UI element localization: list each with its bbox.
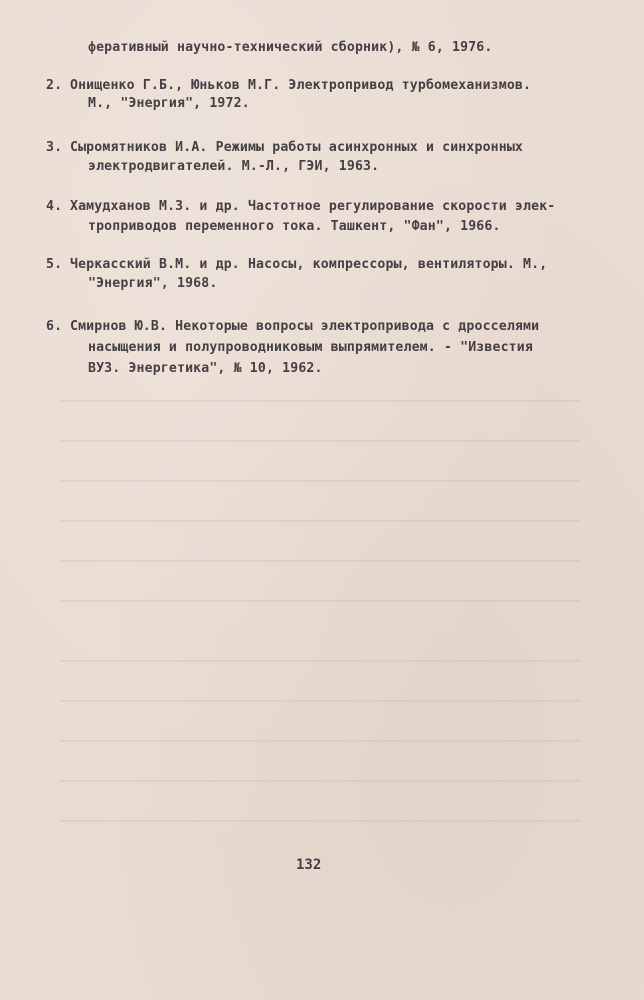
reference-4-line-1: Хамудханов М.З. и др. Частотное регулирование скорости элек-	[70, 199, 556, 214]
reference-continuation: феративный научно-технический сборник), № 6, 1976.	[88, 40, 493, 55]
reference-5-number: 5.	[46, 257, 63, 272]
reference-4-number: 4.	[46, 199, 63, 214]
reference-2-line-2: М., "Энергия", 1972.	[88, 96, 250, 111]
reference-6-line-2: насыщения и полупроводниковым выпрямителем. - "Известия	[88, 340, 533, 355]
reference-6-line-1: Смирнов Ю.В. Некоторые вопросы электропривода с дросселями	[70, 319, 540, 334]
show-through-line	[60, 520, 580, 522]
show-through-line	[60, 780, 580, 782]
reference-3-number: 3.	[46, 140, 63, 155]
show-through-line	[60, 820, 580, 822]
reference-4-line-2: троприводов переменного тока. Ташкент, "Фан", 1966.	[88, 219, 501, 234]
reference-5-line-2: "Энергия", 1968.	[88, 276, 218, 291]
show-through-line	[60, 600, 580, 602]
show-through-line	[60, 480, 580, 482]
show-through-line	[60, 440, 580, 442]
reference-3-line-2: электродвигателей. М.-Л., ГЭИ, 1963.	[88, 159, 380, 174]
reference-2-line-1: Онищенко Г.Б., Юньков М.Г. Электропривод турбомеханизмов.	[70, 78, 532, 93]
show-through-line	[60, 660, 580, 662]
show-through-line	[60, 740, 580, 742]
reference-5-line-1: Черкасский В.М. и др. Насосы, компрессоры, вентиляторы. М.,	[70, 257, 548, 272]
show-through-line	[60, 700, 580, 702]
show-through-line	[60, 560, 580, 562]
show-through-line	[60, 400, 580, 402]
page-number: 132	[296, 857, 322, 873]
reference-2-number: 2.	[46, 78, 63, 93]
reference-3-line-1: Сыромятников И.А. Режимы работы асинхронных и синхронных	[70, 140, 524, 155]
reference-6-number: 6.	[46, 319, 63, 334]
reference-6-line-3: ВУЗ. Энергетика", № 10, 1962.	[88, 361, 323, 376]
